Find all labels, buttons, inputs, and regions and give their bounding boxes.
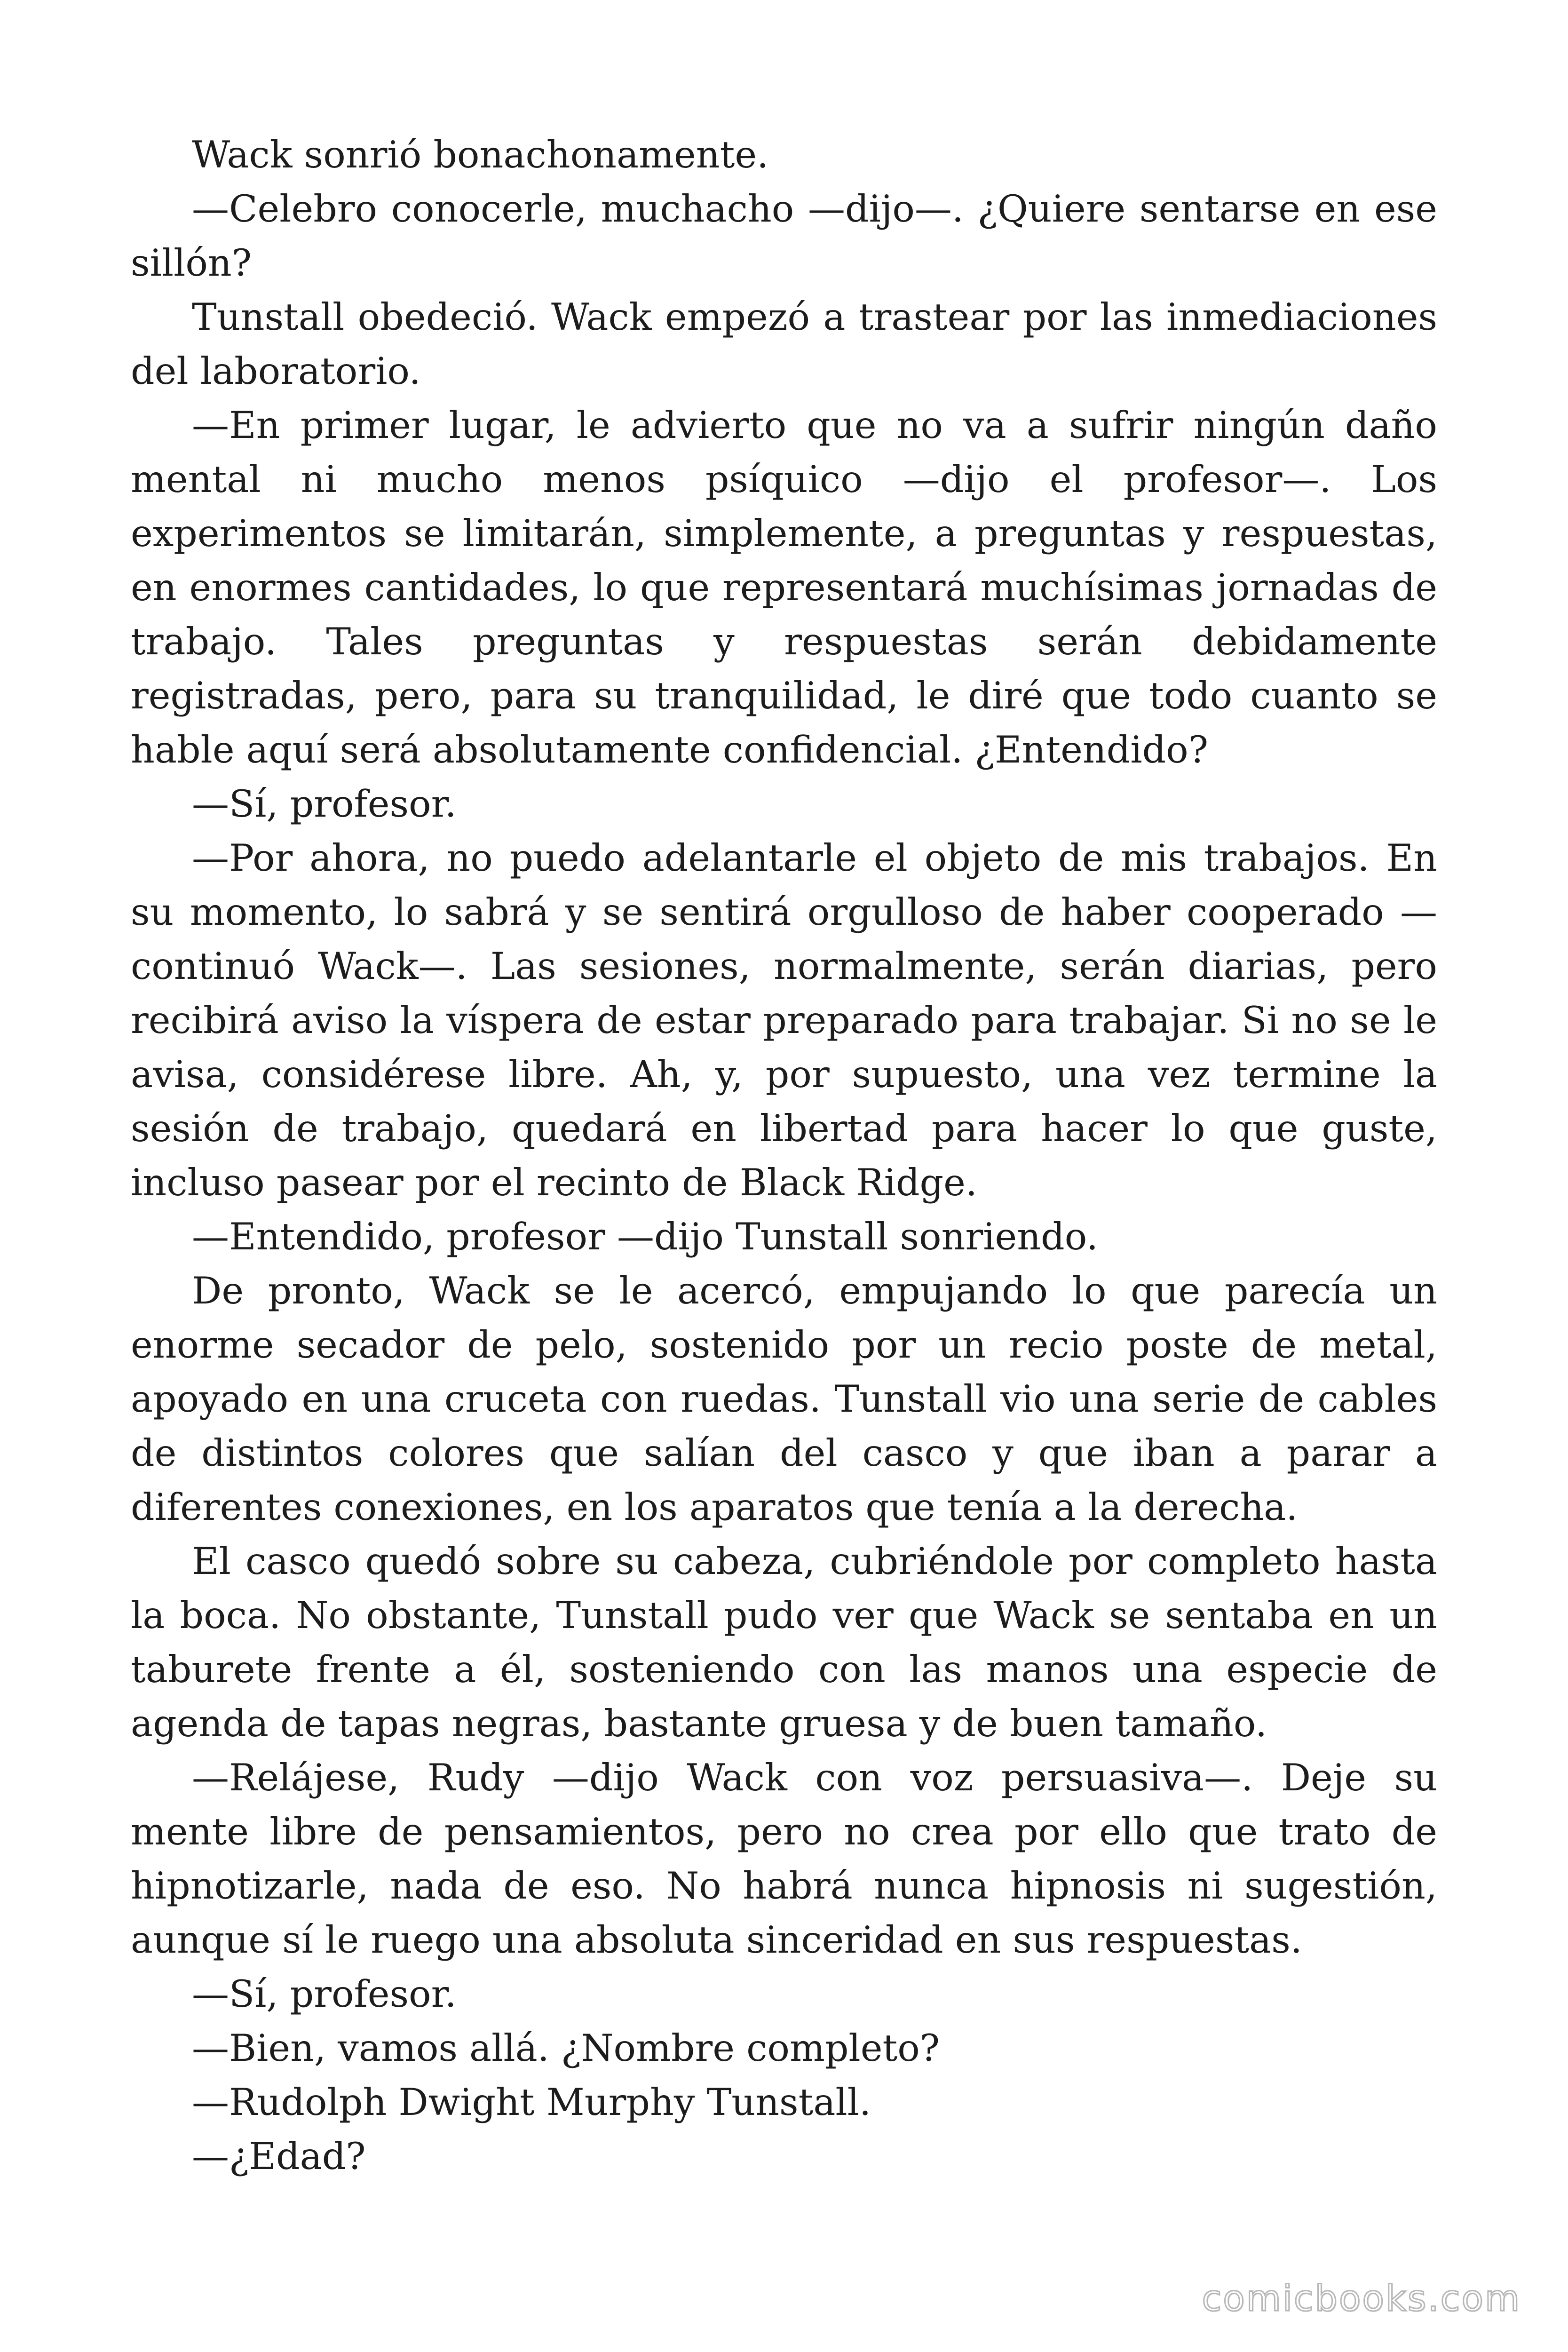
body-text — [131, 128, 1437, 2184]
paragraph: El casco quedó sobre su cabeza, cubriéndole por completo hasta la boca. No obstante, Tunstall pudo ver que Wack se sentaba en un taburete frente a él, sosteniendo con las manos una especie de agenda de tapas negras, bastante gruesa y de buen tamaño. — [131, 1540, 1437, 1745]
paragraph: Tunstall obedeció. Wack empezó a trastear por las inmediaciones del laboratorio. — [131, 295, 1437, 393]
paragraph: —En primer lugar, le advierto que no va a sufrir ningún daño mental ni mucho menos psíquico —dijo el profesor—. Los experimentos se limitarán, simplemente, a preguntas y respuestas, en enormes cantidades, lo que representará muchísimas jornadas de trabajo. Tales preguntas y respuestas serán debidamente registradas, pero, para su tranquilidad, le diré que todo cuanto se hable aquí será absolutamente confidencial. ¿Entendido? — [131, 404, 1437, 771]
paragraph: —Entendido, profesor —dijo Tunstall sonriendo. — [192, 1215, 1098, 1258]
paragraph: —Sí, profesor. — [192, 782, 457, 826]
paragraph: —Sí, profesor. — [192, 1972, 457, 2016]
paragraph: —Celebro conocerle, muchacho —dijo—. ¿Quiere sentarse en ese sillón? — [131, 187, 1437, 285]
watermark: comicbooks.com — [1202, 2277, 1521, 2319]
paragraph: —Rudolph Dwight Murphy Tunstall. — [192, 2081, 871, 2124]
paragraph: De pronto, Wack se le acercó, empujando lo que parecía un enorme secador de pelo, sostenido por un recio poste de metal, apoyado en una cruceta con ruedas. Tunstall vio una serie de cables de distintos colores que salían del casco y que iban a parar a diferentes conexiones, en los aparatos que tenía a la derecha. — [131, 1269, 1437, 1529]
paragraph: —¿Edad? — [192, 2135, 366, 2178]
paragraph: Wack sonrió bonachonamente. — [192, 133, 769, 176]
paragraph: —Relájese, Rudy —dijo Wack con voz persuasiva—. Deje su mente libre de pensamientos, pero no crea por ello que trato de hipnotizarle, nada de eso. No habrá nunca hipnosis ni sugestión, aunque sí le ruego una absoluta sinceridad en sus respuestas. — [131, 1756, 1437, 1962]
paragraph: —Bien, vamos allá. ¿Nombre completo? — [192, 2026, 940, 2070]
paragraph: —Por ahora, no puedo adelantarle el objeto de mis trabajos. En su momento, lo sabrá y se sentirá orgulloso de haber cooperado —continuó Wack—. Las sesiones, normalmente, serán diarias, pero recibirá aviso la víspera de estar preparado para trabajar. Si no se le avisa, considérese libre. Ah, y, por supuesto, una vez termine la sesión de trabajo, quedará en libertad para hacer lo que guste, incluso pasear por el recinto de Black Ridge. — [131, 836, 1437, 1204]
